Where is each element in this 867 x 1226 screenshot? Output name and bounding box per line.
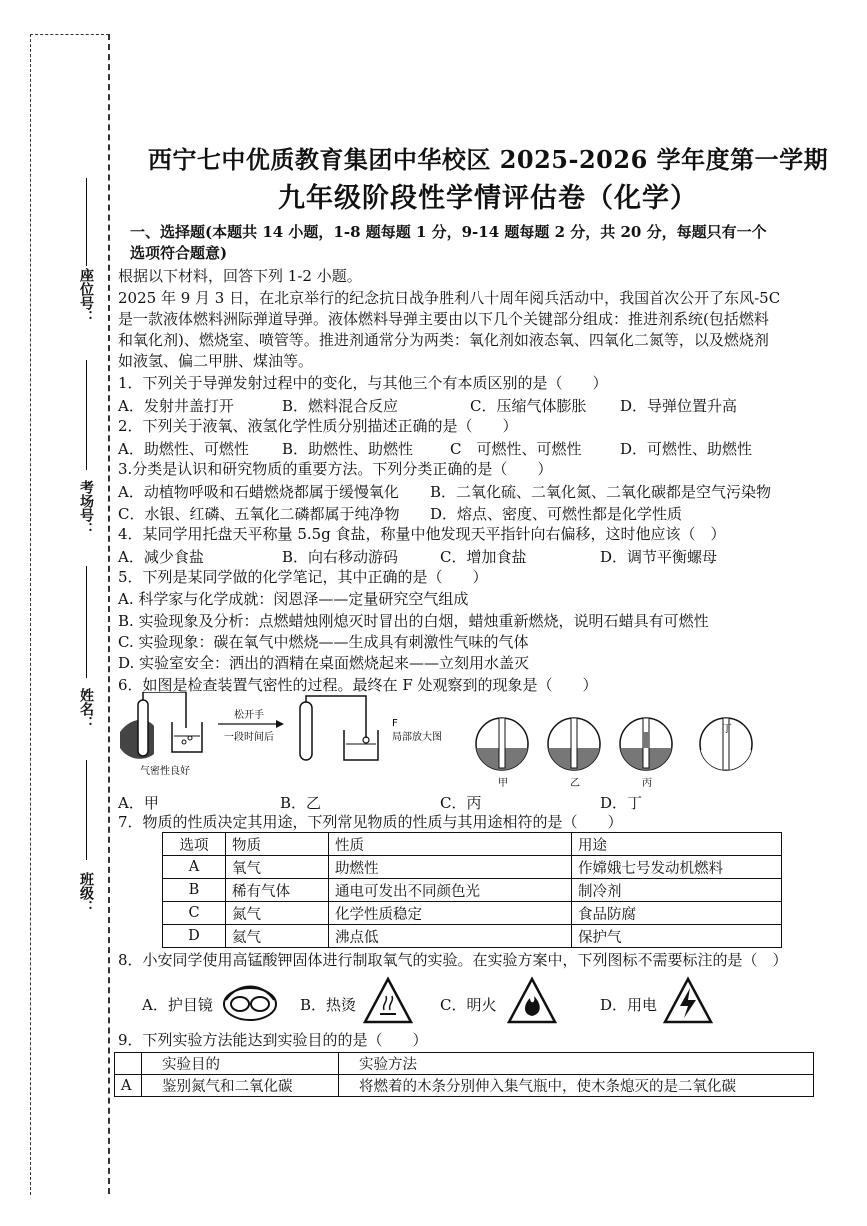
table-cell: 将燃着的木条分别伸入集气瓶中，使木条熄灭的是二氧化碳 [339, 1075, 814, 1097]
table-cell: C [163, 902, 226, 925]
circle-yi [548, 718, 600, 772]
electricity-icon [662, 976, 714, 1026]
q8-option-d: D．用电 [600, 996, 658, 1014]
q2-option-c: C 可燃性、可燃性 [450, 440, 582, 458]
table-cell: B [163, 879, 226, 902]
table-cell: A [115, 1075, 142, 1097]
hand-holding-tube-icon [120, 692, 202, 759]
binding-line [108, 34, 110, 1194]
fig-label-release: 松开手 [234, 710, 264, 721]
table-cell: 通电可发出不同颜色光 [329, 879, 572, 902]
question-5-stem: 5．下列是某同学做的化学笔记，其中正确的是（ ） [118, 568, 488, 586]
section-heading: 一、选择题(本题共 14 小题，1-8 题每题 1 分，9-14 题每题 2 分，共 20 分，每题只有一个 [130, 223, 767, 241]
q4-option-a: A．减少食盐 [118, 548, 204, 566]
q5-option-d: D. 实验室安全：洒出的酒精在桌面燃烧起来——立刻用水盖灭 [118, 654, 530, 672]
q5-option-c: C. 实验现象：碳在氧气中燃烧——生成具有刺激性气味的气体 [118, 633, 529, 651]
table-cell: 沸点低 [329, 925, 572, 948]
question-2-stem: 2．下列关于液氧、液氢化学性质分别描述正确的是（ ） [118, 417, 518, 435]
q1-option-a: A．发射井盖打开 [118, 397, 234, 415]
exam-no-line [86, 360, 87, 470]
table-header-cell: 实验方法 [339, 1053, 814, 1075]
q2-option-b: B．助燃性、助燃性 [282, 440, 414, 458]
question-6-stem: 6．如图是检查装置气密性的过程。最终在 F 处观察到的现象是（ ） [118, 676, 598, 694]
q1-option-c: C．压缩气体膨胀 [470, 397, 587, 415]
circle-label-yi: 乙 [570, 778, 580, 789]
airtightness-figure [116, 692, 856, 790]
q8-option-c: C．明火 [440, 996, 497, 1014]
question-4-stem: 4．某同学用托盘天平称量 5.5g 食盐，称量中他发现天平指针向右偏移，这时他应该（ ） [118, 525, 726, 543]
name-label: 姓名： [78, 688, 94, 730]
q6-option-c: C．丙 [440, 794, 482, 812]
q3-option-a: A．动植物呼吸和石蜡燃烧都属于缓慢氧化 [118, 483, 399, 501]
circle-jia [476, 718, 528, 772]
q8-option-b: B．热烫 [300, 996, 357, 1014]
material-intro: 根据以下材料，回答下列 1-2 小题。 [118, 267, 362, 285]
table-header-cell: 实验目的 [142, 1053, 339, 1075]
table-row [163, 856, 782, 879]
table-header-row [163, 833, 782, 856]
q6-option-d: D．丁 [600, 794, 643, 812]
table-header-cell: 选项 [163, 833, 226, 856]
fig-label-after: 一段时间后 [224, 732, 274, 743]
circle-label-ding: 丁 [722, 724, 732, 735]
table-header-row [115, 1053, 814, 1075]
name-line [86, 566, 87, 678]
goggles-icon [220, 980, 280, 1024]
q4-option-d: D．调节平衡螺母 [600, 548, 718, 566]
table-header-cell: 用途 [572, 833, 782, 856]
table-header-cell: 物质 [226, 833, 329, 856]
circle-label-jia: 甲 [498, 778, 508, 789]
q9-table [114, 1052, 814, 1097]
q3-option-b: B．二氧化硫、二氧化氮、二氧化碳都是空气污染物 [430, 483, 772, 501]
table-cell: 氮气 [226, 902, 329, 925]
material-line: 是一款液体燃料洲际弹道导弹。液体燃料导弹主要由以下几个关键部分组成：推进剂系统(包括燃料 [118, 310, 769, 328]
circle-bing [620, 718, 672, 772]
table-row [163, 879, 782, 902]
table-header-cell [115, 1053, 142, 1075]
fig-label-f: F [392, 718, 398, 729]
q4-option-b: B．向右移动游码 [282, 548, 399, 566]
material-line: 2025 年 9 月 3 日，在北京举行的纪念抗日战争胜利八十周年阅兵活动中，我国首次公开了东风-5C [118, 289, 781, 307]
table-row [163, 925, 782, 948]
table-cell: 氧气 [226, 856, 329, 879]
question-9-stem: 9．下列实验方法能达到实验目的的是（ ） [118, 1031, 428, 1049]
q2-option-a: A．助燃性、可燃性 [118, 440, 249, 458]
table-cell: 稀有气体 [226, 879, 329, 902]
exam-title-paper: 九年级阶段性学情评估卷（化学） [278, 183, 698, 214]
material-line: 如液氢、偏二甲肼、煤油等。 [118, 352, 314, 370]
question-1-stem: 1．下列关于导弹发射过程中的变化，与其他三个有本质区别的是（ ） [118, 374, 608, 392]
q1-option-d: D．导弹位置升高 [620, 397, 738, 415]
hot-surface-icon [362, 976, 414, 1026]
table-cell: D [163, 925, 226, 948]
table-cell: 化学性质稳定 [329, 902, 572, 925]
question-7-stem: 7．物质的性质决定其用途，下列常见物质的性质与其用途相符的是（ ） [118, 813, 623, 831]
open-flame-icon [506, 976, 558, 1026]
section-heading-cont: 选项符合题意) [130, 244, 228, 262]
q6-option-b: B．乙 [280, 794, 322, 812]
exam-title-school: 西宁七中优质教育集团中华校区 2025-2026 学年度第一学期 [147, 145, 829, 174]
table-cell: 氦气 [226, 925, 329, 948]
question-8-stem: 8．小安同学使用高锰酸钾固体进行制取氧气的实验。在实验方案中，下列图标不需要标注的是（ ） [118, 951, 788, 969]
q3-option-d: D．熔点、密度、可燃性都是化学性质 [430, 505, 683, 523]
seat-label: 座位号： [78, 268, 94, 324]
class-line [86, 760, 87, 860]
table-cell: 食品防腐 [572, 902, 782, 925]
table-cell: A [163, 856, 226, 879]
seat-line [86, 178, 87, 266]
class-label: 班级： [78, 872, 94, 914]
question-3-stem: 3.分类是认识和研究物质的重要方法。下列分类正确的是（ ） [118, 460, 553, 478]
exam-no-label: 考场号： [78, 480, 94, 536]
q7-table [162, 832, 782, 948]
q6-option-a: A．甲 [118, 794, 159, 812]
q4-option-c: C．增加食盐 [440, 548, 527, 566]
q3-option-c: C．水银、红磷、五氧化二磷都属于纯净物 [118, 505, 400, 523]
test-tube-icon [300, 696, 378, 760]
q8-option-a: A．护目镜 [142, 996, 213, 1014]
table-cell: 制冷剂 [572, 879, 782, 902]
q1-option-b: B．燃料混合反应 [282, 397, 399, 415]
material-line: 和氧化剂)、燃烧室、喷管等。推进剂通常分为两类：氧化剂如液态氧、四氧化二氮等，以及燃烧剂 [118, 331, 769, 349]
table-cell: 助燃性 [329, 856, 572, 879]
table-row [115, 1075, 814, 1097]
table-cell: 保护气 [572, 925, 782, 948]
fig-label-good: 气密性良好 [140, 766, 190, 777]
q5-option-a: A. 科学家与化学成就：闵恩泽——定量研究空气组成 [118, 590, 469, 608]
circle-label-bing: 丙 [642, 778, 652, 789]
q5-option-b: B. 实验现象及分析：点燃蜡烛刚熄灭时冒出的白烟，蜡烛重新燃烧，说明石蜡具有可燃性 [118, 612, 709, 630]
table-cell: 鉴别氮气和二氧化碳 [142, 1075, 339, 1097]
fig-label-zoom: 局部放大图 [392, 732, 442, 743]
table-cell: 作嫦娥七号发动机燃料 [572, 856, 782, 879]
table-row [163, 902, 782, 925]
binding-margin [30, 34, 109, 1195]
q2-option-d: D．可燃性、助燃性 [620, 440, 753, 458]
table-header-cell: 性质 [329, 833, 572, 856]
